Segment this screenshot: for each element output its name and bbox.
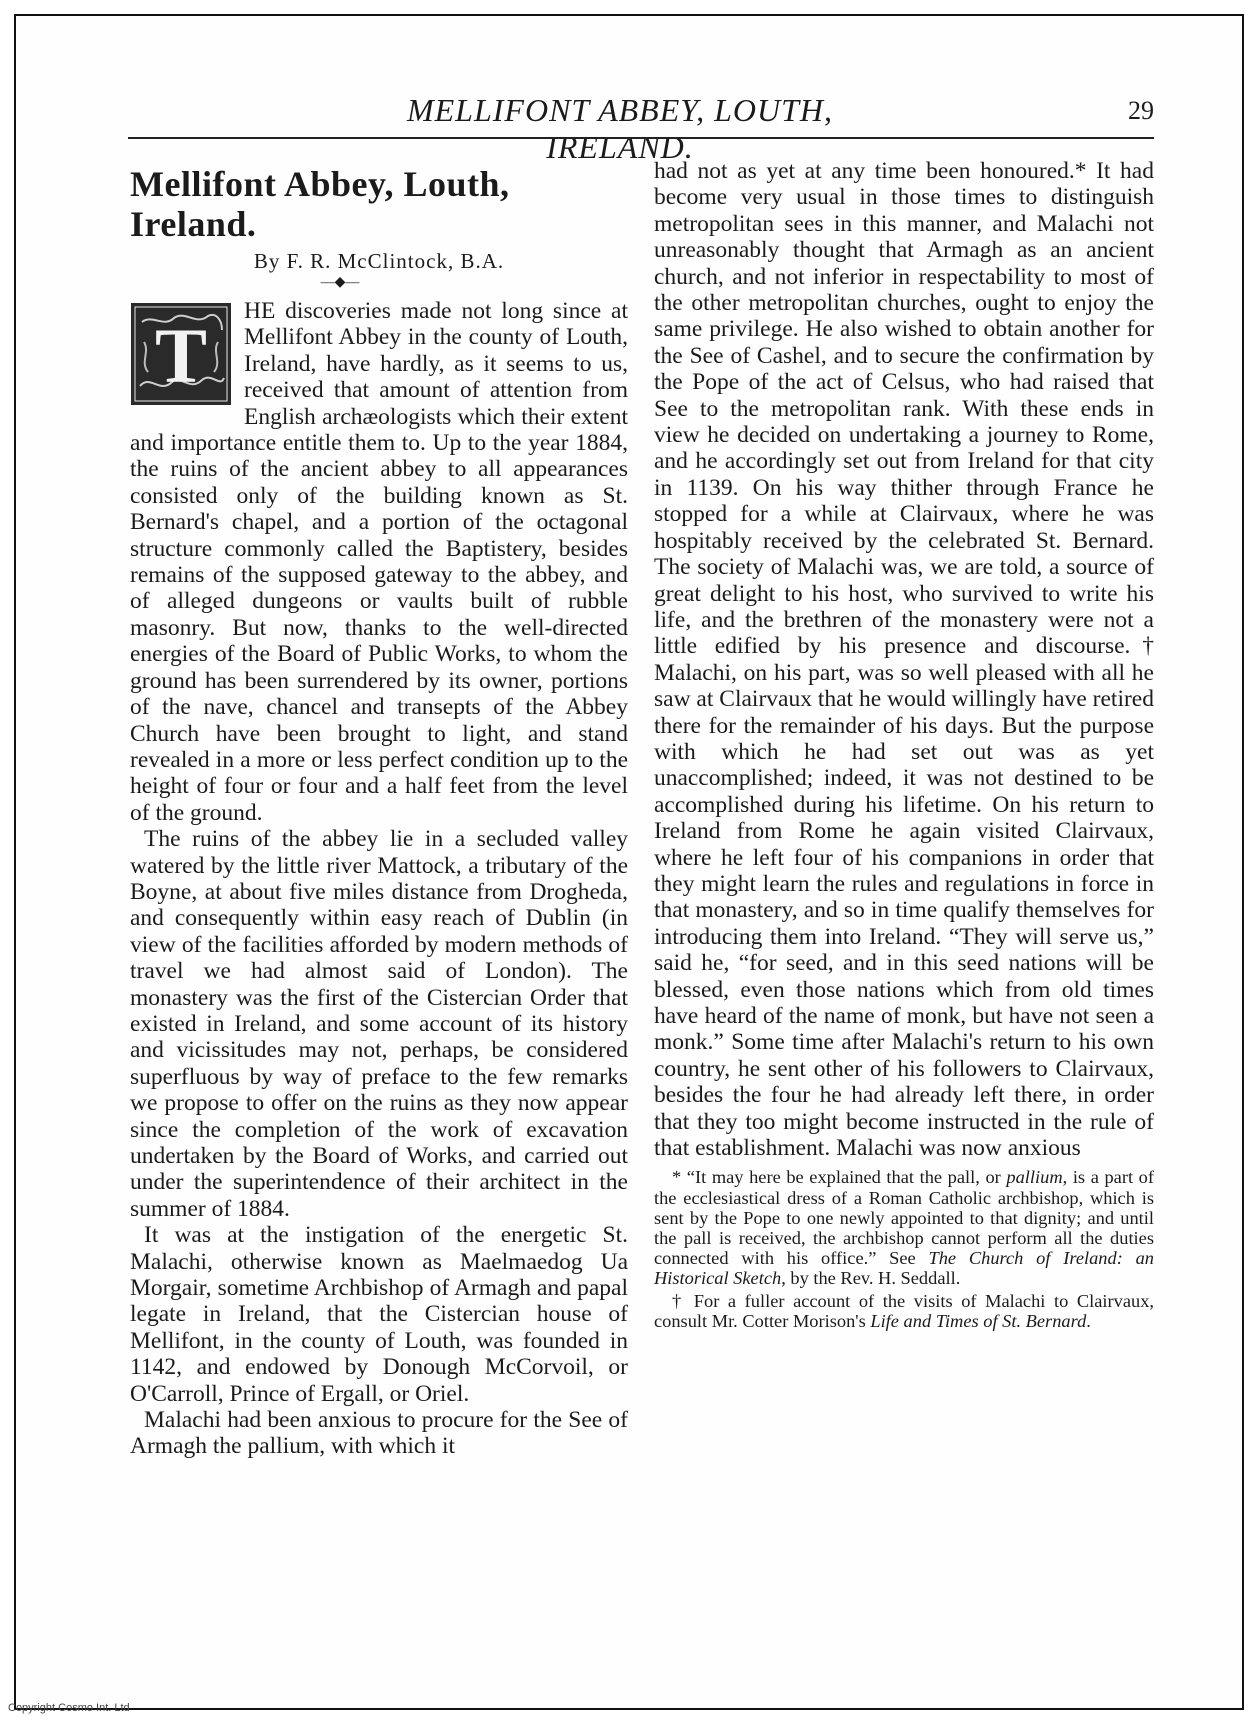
footnote-pallium: * “It may here be explained that the pall, or pallium, is a part of the ecclesiastical dress of a Roman Catholic archbishop, which is sent by the Pope to one newly appointed to that dignity; and until the pall is received, the archbishop cannot perform all the duties connected with his office.” See The Church of Ireland: an Historical Sketch, by the Rev. H. Seddall. (654, 1167, 1154, 1289)
byline: By F. R. McClintock, B.A. (253, 249, 505, 273)
drop-cap-icon (130, 302, 232, 406)
paragraph-founding: It was at the instigation of the energetic St. Malachi, otherwise known as Maelmaedog Ua Morgair, sometime Archbishop of Armagh and papal legate in Ireland, that the Cistercian house of Mellifont, in the county of Louth, was founded in 1142, and endowed by Donough McCorvoil, or O'Carroll, Prince of Ergall, or Oriel. (130, 1222, 628, 1407)
paragraph-pallium-continued: had not as yet at any time been honoured.* It had become very usual in those times to distinguish metropolitan sees in this manner, and Malachi not unreasonably thought that Armagh as an ancient church, and not inferior in respectability to most of the other metropolitan churches, ought to enjoy the same privilege. He also wished to obtain another for the See of Cashel, and to secure the confirmation by the Pope of the act of Celsus, who had raised that See to the metropolitan rank. With these ends in view he decided on undertaking a journey to Rome, and he accordingly set out from Ireland for that city in 1139. On his way thither through France he stopped for a while at Clairvaux, where he was hospitably received by the celebrated St. Bernard. The society of Malachi was, we are told, a source of great delight to his host, who survived to write his life, and the brethren of the monastery were not a little edified by his presence and discourse.† Malachi, on his part, was so well pleased with all he saw at Clairvaux that he would willingly have retired there for the remainder of his days. But the purpose with which he had set out was as yet unaccomplished; indeed, it was not destined to be accomplished during his lifetime. On his return to Ireland from Rome he again visited Clairvaux, where he left four of his companions in order that they might learn the rules and regulations in force in that monastery, and so in time qualify themselves for introducing them into Ireland. “They will serve us,” said he, “for seed, and in this seed nations will be blessed, even those nations which from old times have heard of the name of monk, but have not seen a monk.” Some time after Malachi's return to his own country, he sent other of his followers to Clairvaux, besides the four he had already left there, in order that they too might become instructed in the rule of that establishment. Malachi was now anxious (654, 158, 1154, 1162)
paragraph-intro-text: HE discoveries made not long since at Mellifont Abbey in the county of Louth, Ireland, have hardly, as it seems to us, received that amount of attention from English archæologists which their extent and importance entitle them to. Up to the year 1884, the ruins of the ancient abbey to all appearances consisted only of the building known as St. Bernard's chapel, and a portion of the octagonal structure commonly called the Baptistery, besides remains of the supposed gateway to the abbey, and of alleged dungeons or vaults built of rubble masonry. But now, thanks to the well-directed energies of the Board of Public Works, to whom the ground has been surrendered by its owner, portions of the nave, chancel and transepts of the Abbey Church have been brought to light, and stand revealed in a more or less perfect condition up to the height of four or four and a half feet from the level of the ground. (130, 298, 628, 826)
running-title: MELLIFONT ABBEY, LOUTH, IRELAND. (406, 92, 834, 165)
ornament-divider: —◆— (320, 275, 360, 290)
paragraph-location: The ruins of the abbey lie in a secluded valley watered by the little river Mattock, a tributary of the Boyne, at about five miles distance from Drogheda, and consequently within easy reach of Dublin (in view of the facilities afforded by modern methods of travel we had almost said of London). The monastery was the first of the Cistercian Order that existed in Ireland, and some account of its history and vicissitudes may not, perhaps, be considered superfluous by way of preface to the few remarks we propose to offer on the ruins as they now appear since the completion of the work of excavation undertaken by the Board of Works, and carried out under the superintendence of their architect in the summer of 1884. (130, 826, 628, 1222)
footnotes (654, 1167, 1154, 1331)
right-column (654, 158, 1154, 1333)
paragraph-pallium-start: Malachi had been anxious to procure for the See of Armagh the pallium, with which it (130, 1407, 628, 1460)
article-title: Mellifont Abbey, Louth, Ireland. (130, 164, 510, 244)
svg-text:T: T (154, 312, 208, 399)
left-column (130, 158, 628, 1460)
page-number: 29 (1128, 96, 1154, 125)
copyright-notice: Copyright Cosmo Int. Ltd (8, 1702, 130, 1714)
paragraph-intro (130, 298, 628, 826)
footnote-clairvaux: † For a fuller account of the visits of Malachi to Clairvaux, consult Mr. Cotter Morison's Life and Times of St. Bernard. (654, 1290, 1154, 1331)
header-rule (128, 137, 1154, 139)
